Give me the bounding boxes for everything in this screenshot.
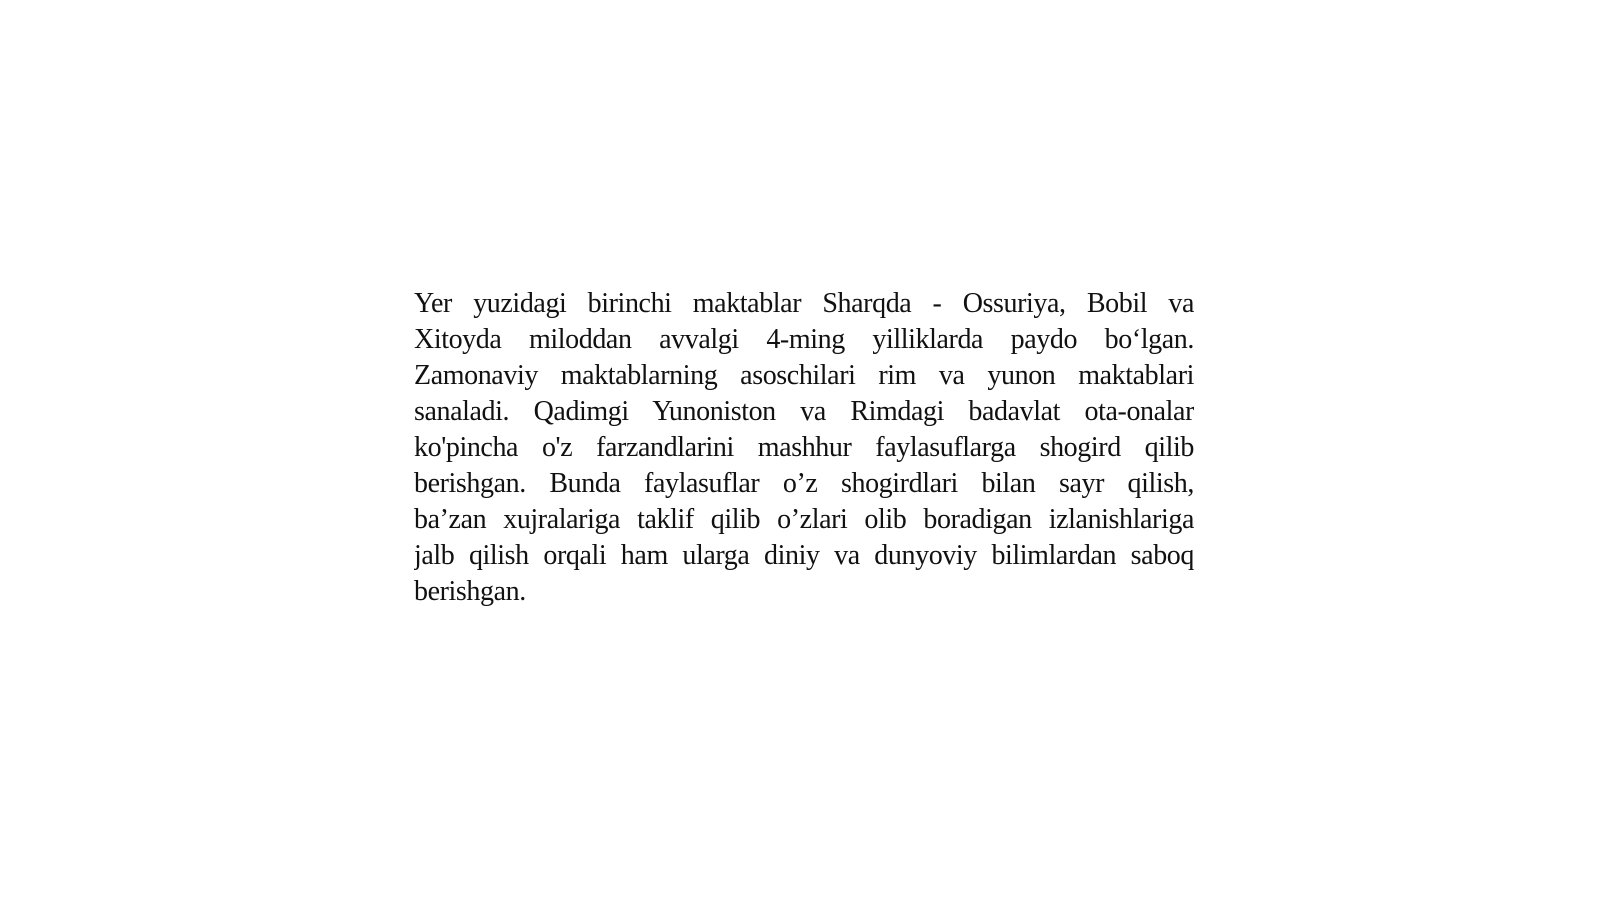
paragraph-line: berishgan. Bunda faylasuflar o’z shogirdlari bilan sayr qilish, bbox=[414, 468, 1194, 499]
paragraph-line: jalb qilish orqali ham ularga diniy va dunyoviy bilimlardan saboq bbox=[414, 540, 1194, 571]
paragraph-line: Zamonaviy maktablarning asoschilari rim va yunon maktablari bbox=[414, 360, 1194, 391]
paragraph-line: Xitoyda miloddan avvalgi 4-ming yilliklarda paydo bo‘lgan. bbox=[414, 324, 1194, 355]
paragraph-line: sanaladi. Qadimgi Yunoniston va Rimdagi badavlat ota-onalar bbox=[414, 396, 1194, 427]
paragraph-line: ba’zan xujralariga taklif qilib o’zlari olib boradigan izlanishlariga bbox=[414, 504, 1194, 535]
paragraph-line: berishgan. bbox=[414, 576, 526, 607]
paragraph-line: ko'pincha o'z farzandlarini mashhur faylasuflarga shogird qilib bbox=[414, 432, 1194, 463]
paragraph-line: Yer yuzidagi birinchi maktablar Sharqda - Ossuriya, Bobil va bbox=[414, 288, 1194, 319]
paragraph bbox=[414, 286, 1194, 610]
